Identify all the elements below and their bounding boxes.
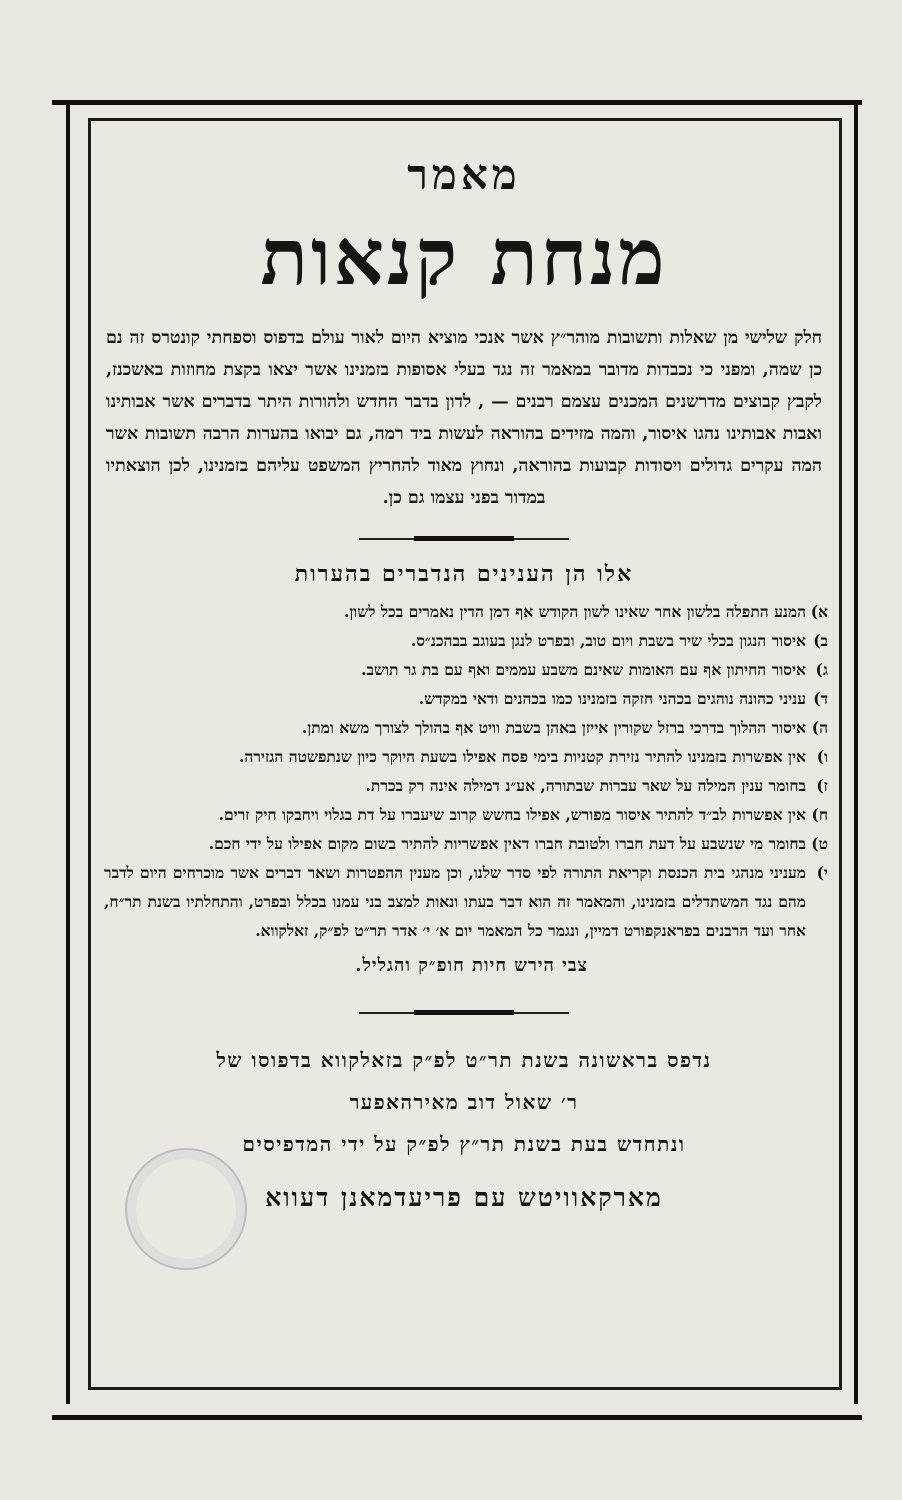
- list-item: [100, 858, 828, 945]
- item-text: איסור החיתון אף עם האומות שאינם משבע עממים ואף עם בת גר תושב.: [361, 660, 806, 679]
- imprint-line-2: ר׳ שאול דוב מאירהאפער: [349, 1090, 579, 1114]
- list-item: [100, 829, 828, 858]
- item-mark: ח): [811, 805, 828, 824]
- rule-thick: [414, 536, 514, 541]
- kicker: מאמר: [407, 150, 521, 199]
- item-text: בחומר מי שנשבע על דעת חברו ולטובת חברו דאין אפשריות להתיר בשום מקום אפילו על ידי חכם.: [208, 834, 806, 853]
- rule-thin-right: [359, 538, 414, 540]
- item-text: אין אפשרות לב״ד להתיר איסור מפורש, אפילו בחשש קרוב שיעברו על דת בגלוי ויחבקו חיק זרים.: [218, 805, 806, 824]
- item-text: מעניני מנהגי בית הכנסת וקריאת התורה לפי סדר שלנו, וכן מענין ההפטרות ושאר דברים אשר מוכרחים היום לדבר מהם נגד המשתדלים בזמנינו, והמאמר זה הוא דבר בעתו ונאות למצב בני עמנו בכלל ובפרט, והתחלתיו בשנת תר״ח, אחר ועד הרבנים בפראנקפורט דמיין, ונגמר כל המאמר יום א׳ י׳ אדר תר״ט לפ״ק, זאלקווא.: [104, 863, 806, 940]
- intro-paragraph: חלק שלישי מן שאלות ותשובות מוהר״ץ אשר אנכי מוציא היום לאור עולם בדפוס וספחתי קונטרס זה נם כן שמה, ומפני כי נכבדות מדובר במאמר זה נגד בעלי אסופות בזמנינו אשר יצאו בקצת מחוזות באשכנז, לקבץ קבוצים מדרשנים המכנים עצמם רבנים — , לדון בדבר החדש ולהורות היתר בדברים אשר אבותינו ואבות אבותינו נהגו איסור, והמה מזידים בהוראה לעשות ביד רמה, גם יבואו בהערות הרבה תשובות אשר המה עקרים גדולים ויסודות קבועות בהוראה, ונחוץ מאוד להחריץ המשפט עליהם בזמנינו, לכן הוצאתיו במדור בפני עצמו גם כן.: [106, 328, 822, 508]
- item-text: איסור הנגון בכלי שיר בשבת ויום טוב, ובפרט לנגן בעוגב בבהכנ״ס.: [410, 631, 806, 650]
- item-mark: ז): [816, 776, 828, 795]
- rule-thin-right: [359, 1012, 414, 1014]
- page-title: מנחת קנאות: [260, 212, 668, 303]
- imprint-line-1: נדפס בראשונה בשנת תר״ט לפ״ק בזאלקווא בדפוסו של: [216, 1048, 712, 1072]
- list-item: [100, 655, 828, 684]
- title-page: [100, 140, 828, 1248]
- item-text: בחומר ענין המילה על שאר עברות שבתורה, אע״נ דמילה אינה רק בכרת.: [365, 776, 806, 795]
- item-mark: ג): [815, 660, 828, 679]
- item-mark: ה): [811, 718, 828, 737]
- item-mark: א): [810, 602, 828, 621]
- list-item: [100, 771, 828, 800]
- list-item: [100, 626, 828, 655]
- list-item: [100, 597, 828, 626]
- item-text: המנע התפלה בלשון אחר שאינו לשון הקודש אף דמן הדין נאמרים בכל לשון.: [343, 602, 806, 621]
- rule-thin-left: [514, 538, 569, 540]
- rule-thick: [414, 1010, 514, 1015]
- ornamental-rule-bottom: [100, 1010, 828, 1015]
- imprint-line-3: ונתחדש בעת בשנת תר״ץ לפ״ק על ידי המדפיסים: [242, 1132, 686, 1156]
- outer-border-left: [66, 104, 70, 1404]
- outer-border-right: [854, 104, 858, 1404]
- item-text: עניני כהונה נוהגים בכהני חזקה בזמנינו כמו בכהנים ודאי במקדש.: [418, 689, 806, 708]
- item-mark: י): [816, 863, 828, 882]
- list-item: [100, 800, 828, 829]
- item-text: איסור ההלוך בדרכי ברזל שקורין אייזן באהן בשבת וויט אף בהולך לצורך משא ומתן.: [301, 718, 806, 737]
- subheading: אלו הן הענינים הנדברים בהערות: [294, 561, 634, 587]
- item-mark: ט): [811, 834, 828, 853]
- rule-thin-left: [514, 1012, 569, 1014]
- imprint-line-4: מארקאוויטש עם פריעדמאנן דעווא: [265, 1183, 663, 1212]
- item-mark: ו): [816, 747, 828, 766]
- item-mark: ד): [813, 689, 828, 708]
- list-item: [100, 684, 828, 713]
- signature: צבי הירש חיות חופ״ק והגליל.: [355, 955, 588, 976]
- list-item: [100, 713, 828, 742]
- item-text: אין אפשרות בזמנינו להתיר נזירת קטניות בימי פסח אפילו בשעת היוקר כיון שנתפשטה הגזירה.: [238, 747, 806, 766]
- ornamental-rule: [100, 536, 828, 541]
- item-mark: ב): [813, 631, 828, 650]
- topic-list: [100, 597, 828, 945]
- list-item: [100, 742, 828, 771]
